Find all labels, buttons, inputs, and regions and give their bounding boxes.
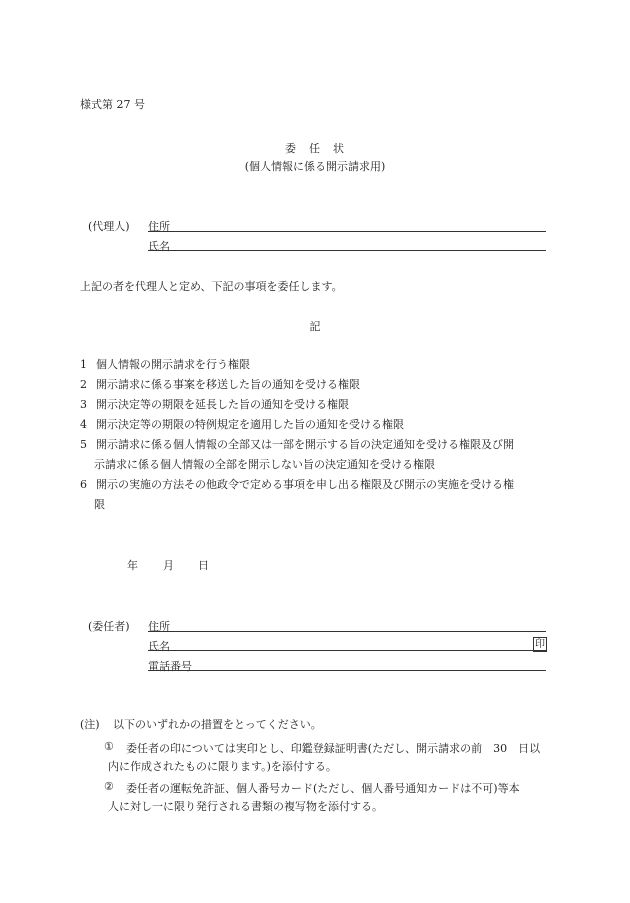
item-text: 開示決定等の期限の特例規定を適用した旨の通知を受ける権限 <box>96 418 404 431</box>
item-number: 2 <box>80 378 87 391</box>
ki-heading: 記 <box>309 320 321 333</box>
item-number: 6 <box>80 478 87 491</box>
item-text: 個人情報の開示請求を行う権限 <box>96 358 250 371</box>
principal-phone-label: 電話番号 <box>148 660 192 673</box>
note-marker: ① <box>104 740 114 753</box>
list-item <box>80 356 560 372</box>
note-text-continued: 人に対し一に限り発行される書類の複写物を添付する。 <box>108 800 383 813</box>
note-text-continued: 内に作成されたものに限ります。)を添付する。 <box>108 760 337 773</box>
item-number: 5 <box>80 438 87 451</box>
principal-name-label: 氏名 <box>148 640 170 653</box>
principal-phone-field[interactable] <box>148 670 546 671</box>
item-number: 3 <box>80 398 87 411</box>
date-year: 年 <box>127 559 138 572</box>
notes-label: (注) <box>80 718 100 731</box>
seal-mark: 印 <box>535 639 545 650</box>
document-subtitle: (個人情報に係る開示請求用) <box>244 160 386 173</box>
form-number: 様式第 27 号 <box>80 98 145 111</box>
list-item <box>80 396 560 412</box>
agent-address-label: 住所 <box>148 220 170 233</box>
note-text: 委任者の印については実印とし、印鑑登録証明書(ただし、開示請求の前 30 日以 <box>126 742 541 755</box>
document-title: 委 任 状 <box>285 142 345 155</box>
list-item <box>80 476 560 492</box>
item-text: 開示請求に係る事案を移送した旨の通知を受ける権限 <box>96 378 360 391</box>
principal-name-field[interactable] <box>148 650 546 651</box>
list-item <box>80 436 560 452</box>
principal-address-label: 住所 <box>148 620 170 633</box>
note-text: 委任者の運転免許証、個人番号カード(ただし、個人番号通知カードは不可)等本 <box>126 782 520 795</box>
date-day: 日 <box>198 559 209 572</box>
agent-address-field[interactable] <box>148 231 546 232</box>
agent-name-label: 氏名 <box>148 240 170 253</box>
principal-address-field[interactable] <box>148 631 546 632</box>
list-item <box>80 376 560 392</box>
item-text: 開示の実施の方法その他政令で定める事項を申し出る権限及び開示の実施を受ける権 <box>96 478 514 491</box>
item-text: 開示請求に係る個人情報の全部又は一部を開示する旨の決定通知を受ける権限及び開 <box>96 438 514 451</box>
principal-label: (委任者) <box>88 620 130 633</box>
delegation-statement: 上記の者を代理人と定め、下記の事項を委任します。 <box>80 280 343 293</box>
agent-name-field[interactable] <box>148 250 546 251</box>
list-item <box>80 416 560 432</box>
item-text-continued: 限 <box>94 498 105 511</box>
item-text-continued: 示請求に係る個人情報の全部を開示しない旨の決定通知を受ける権限 <box>94 458 435 471</box>
item-number: 1 <box>80 358 87 371</box>
agent-label: (代理人) <box>88 220 130 233</box>
notes-intro: 以下のいずれかの措置をとってください。 <box>113 718 322 731</box>
item-text: 開示決定等の期限を延長した旨の通知を受ける権限 <box>96 398 349 411</box>
date-month: 月 <box>163 559 174 572</box>
item-number: 4 <box>80 418 87 431</box>
note-marker: ② <box>104 780 114 793</box>
